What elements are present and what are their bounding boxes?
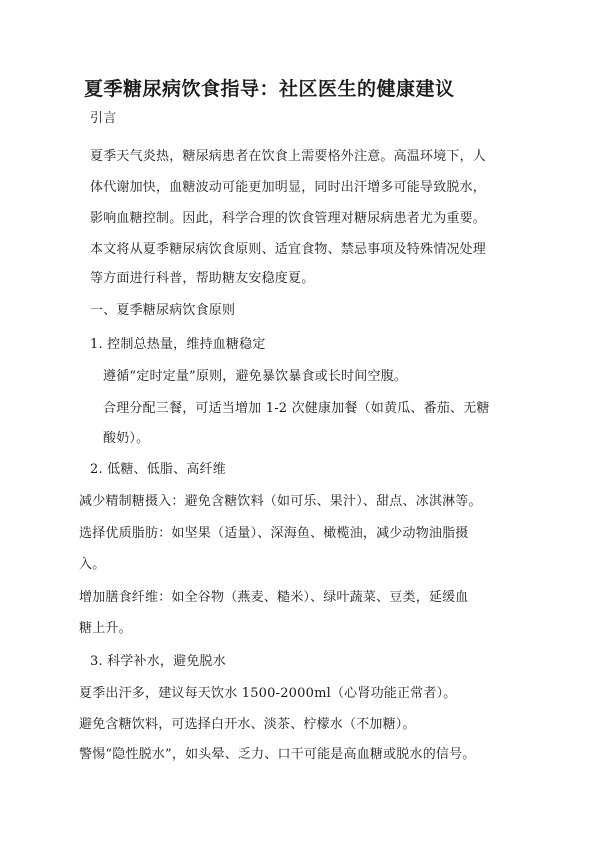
intro-line: 等方面进行科普，帮助糖友安稳度夏。 (90, 271, 315, 286)
body-line: 选择优质脂肪：如坚果（适量）、深海鱼、橄榄油，减少动物油脂摄 (79, 526, 469, 541)
body-line: 入。 (79, 557, 106, 572)
intro-label: 引言 (90, 111, 117, 126)
body-line: 警惕“隐性脱水”，如头晕、乏力、口干可能是高血糖或脱水的信号。 (79, 747, 476, 762)
page-title: 夏季糖尿病饮食指导：社区医生的健康建议 (84, 78, 455, 100)
section-heading: 一、夏季糖尿病饮食原则 (90, 303, 236, 318)
intro-line: 影响血糖控制。因此，科学合理的饮食管理对糖尿病患者尤为重要。 (90, 211, 487, 226)
subsection-heading: 1. 控制总热量，维持血糖稳定 (90, 337, 266, 352)
intro-line: 体代谢加快，血糖波动可能更加明显，同时出汗增多可能导致脱水， (90, 180, 487, 195)
subsection-heading: 2. 低糖、低脂、高纤维 (90, 462, 226, 477)
body-line: 酸奶）。 (103, 431, 150, 446)
body-line: 合理分配三餐，可适当增加 1-2 次健康加餐（如黄瓜、番茄、无糖 (103, 401, 490, 416)
subsection-heading: 3. 科学补水，避免脱水 (90, 654, 226, 669)
body-line: 遵循“定时定量”原则，避免暴饮暴食或长时间空腹。 (103, 369, 408, 384)
body-line: 避免含糖饮料，可选择白开水、淡茶、柠檬水（不加糖）。 (79, 717, 416, 732)
body-line: 减少精制糖摄入：避免含糖饮料（如可乐、果汁）、甜点、冰淇淋等。 (79, 494, 482, 509)
body-line: 糖上升。 (79, 621, 132, 636)
body-line: 夏季出汗多，建议每天饮水 1500-2000ml（心肾功能正常者）。 (79, 686, 457, 701)
intro-line: 本文将从夏季糖尿病饮食原则、适宜食物、禁忌事项及特殊情况处理 (90, 242, 487, 257)
intro-line: 夏季天气炎热，糖尿病患者在饮食上需要格外注意。高温环境下，人 (90, 149, 487, 164)
body-line: 增加膳食纤维：如全谷物（燕麦、糙米）、绿叶蔬菜、豆类，延缓血 (79, 590, 469, 605)
